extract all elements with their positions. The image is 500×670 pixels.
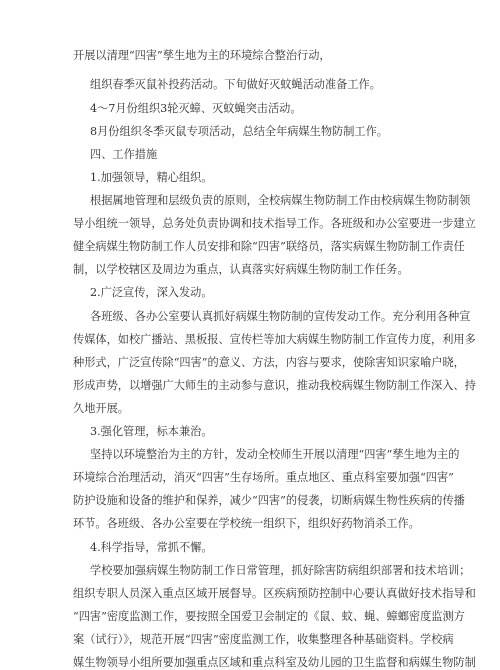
text-line: 传媒体，如校广播站、黑板报、宣传栏等加大病媒生物防制工作宣传力度，利用多: [73, 333, 476, 346]
text-line: 形成声势，以增强广大师生的主动参与意识，推动我校病媒生物防制工作深入、持: [73, 379, 476, 392]
text-line: 8月份组织冬季灭鼠专项活动，总结全年病媒生物防制工作。: [90, 125, 388, 138]
text-line: 组织春季灭鼠补投药活动。下旬做好灭蚊蝇活动准备工作。: [90, 78, 381, 91]
subsection-heading: 3.强化管理，标本兼治。: [90, 425, 213, 438]
section-heading: 四、工作措施: [90, 148, 158, 161]
text-line: 环境综合治理活动，消灭“四害”生存场所。重点地区、重点科室要加强“四害”: [73, 471, 454, 484]
text-line: 各班级、各办公室要认真抓好病媒生物防制的宣传发动工作。充分利用各种宣: [90, 310, 471, 323]
subsection-heading: 4.科学指导，常抓不懈。: [90, 541, 213, 554]
text-line: “四害”密度监测工作，要按照全国爱卫会制定的《鼠、蚊、蝇、蟑螂密度监测方: [73, 610, 465, 623]
text-line: 健全病媒生物防制工作人员安排和除“四害”联络员，落实病媒生物防制工作责任: [73, 240, 465, 253]
text-line: 种形式，广泛宣传除“四害”的意义、方法，内容与要求，使除害知识家喻户晓，: [73, 356, 465, 369]
subsection-heading: 2.广泛宣传，深入发动。: [90, 286, 213, 299]
text-line: 媒生物领导小组所要加强重点区域和重点科室及幼儿园的卫生监督和病媒生物防制: [73, 656, 476, 669]
text-line: 导小组统一领导，总务处负责协调和技术指导工作。各班级和办公室要进一步建立: [73, 217, 476, 230]
text-line: 开展以清理“四害”孳生地为主的环境综合整治行动，: [73, 49, 331, 62]
text-line: 久地开展。: [73, 402, 129, 415]
text-line: 组织专职人员深入重点区域开展督导。区疾病预防控制中心要认真做好技术指导和: [73, 587, 476, 600]
text-line: 案（试行）》，规范开展“四害”密度监测工作，收集整理各种基础资料。学校病: [73, 633, 454, 646]
text-line: 坚持以环境整治为主的方针，发动全校师生开展以清理“四害”孳生地为主的: [90, 448, 460, 461]
text-line: 4～7月份组织3轮灭蟑、灭蚊蝇突击活动。: [90, 102, 302, 115]
text-line: 环节。各班级、各办公室要在学校统一组织下，组织好药物消杀工作。: [73, 517, 420, 530]
subsection-heading: 1.加强领导，精心组织。: [90, 171, 213, 184]
text-line: 防护设施和设备的维护和保养，减少“四害”的侵袭，切断病媒生物性疾病的传播: [73, 494, 465, 507]
text-line: 学校要加强病媒生物防制工作日常管理，抓好除害防病组织部署和技术培训；: [90, 564, 471, 577]
text-line: 制，以学校辖区及周边为重点，认真落实好病媒生物防制工作任务。: [73, 263, 409, 276]
text-line: 根据属地管理和层级负责的原则，全校病媒生物防制工作由校病媒生物防制领: [90, 194, 471, 207]
